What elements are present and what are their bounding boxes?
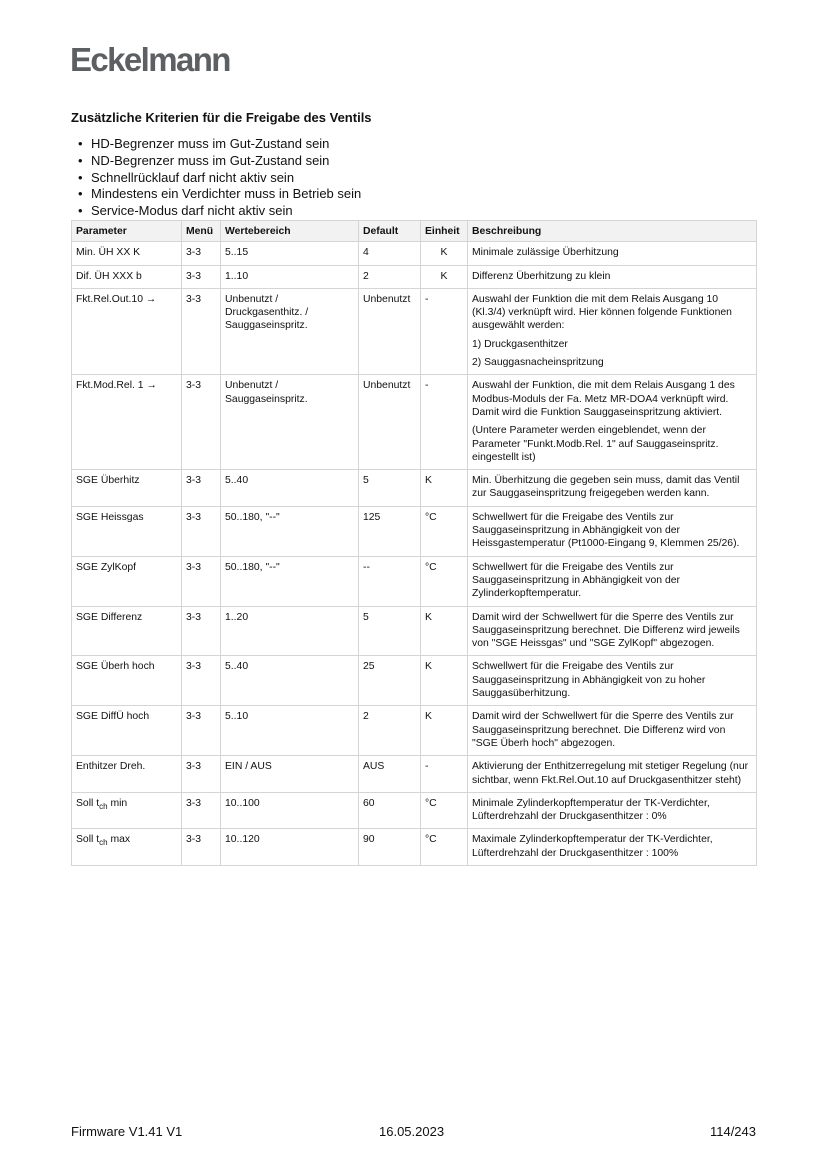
cell-parameter: SGE Überh hoch <box>72 656 182 706</box>
cell-range: 10..120 <box>221 829 359 866</box>
parameter-main: Soll t <box>76 797 100 809</box>
cell-menu: 3-3 <box>182 556 221 606</box>
footer-date: 16.05.2023 <box>379 1124 445 1139</box>
criteria-text: Schnellrücklauf darf nicht aktiv sein <box>91 169 295 185</box>
list-item: • HD-Begrenzer muss im Gut-Zustand sein <box>78 136 330 151</box>
cell-parameter: SGE Überhitz <box>72 470 182 507</box>
cell-range: 5..10 <box>221 706 359 756</box>
list-item: • Service-Modus darf nicht aktiv sein <box>78 203 293 219</box>
cell-default: 4 <box>359 242 421 265</box>
cell-unit: K <box>421 265 468 288</box>
cell-parameter: SGE ZylKopf <box>72 556 182 606</box>
parameter-suffix: min <box>107 797 128 809</box>
cell-unit: °C <box>421 829 468 866</box>
cell-description <box>468 706 757 756</box>
cell-description <box>468 792 757 829</box>
cell-description <box>468 288 757 374</box>
cell-description <box>468 375 757 470</box>
cell-parameter: Fkt.Mod.Rel. 1 → <box>72 375 182 470</box>
cell-parameter: SGE DiffÜ hoch <box>72 706 182 756</box>
list-item: • Schnellrücklauf darf nicht aktiv sein <box>78 169 295 185</box>
description-text: Damit wird der Schwellwert für die Sperre des Ventils zur Sauggaseinspritzung berechnet. Die Differenz wird von "SGE Überh hoch" abgezogen. <box>472 711 734 749</box>
table-row <box>72 792 757 829</box>
cell-parameter: Min. ÜH XX K <box>72 242 182 265</box>
cell-menu: 3-3 <box>182 242 221 265</box>
cell-default: 90 <box>359 829 421 866</box>
list-item: • Mindestens ein Verdichter muss in Betrieb sein <box>78 186 362 202</box>
cell-unit: K <box>421 706 468 756</box>
table-row <box>72 556 757 606</box>
cell-parameter: Enthitzer Dreh. <box>72 756 182 793</box>
table-header-row <box>72 221 757 242</box>
column-header-parameter: Parameter <box>72 221 182 242</box>
cell-description <box>468 606 757 656</box>
cell-parameter: SGE Heissgas <box>72 506 182 556</box>
cell-menu: 3-3 <box>182 706 221 756</box>
table-row <box>72 265 757 288</box>
cell-range: EIN / AUS <box>221 756 359 793</box>
cell-unit: - <box>421 288 468 374</box>
cell-default: -- <box>359 556 421 606</box>
cell-default: AUS <box>359 756 421 793</box>
cell-unit: K <box>421 606 468 656</box>
table-row <box>72 829 757 866</box>
table-row <box>72 506 757 556</box>
description-text: (Untere Parameter werden eingeblendet, wenn der Parameter "Funkt.Modb.Rel. 1" auf Sauggaseinspritz. eingestellt ist) <box>472 425 719 463</box>
cell-parameter <box>72 792 182 829</box>
cell-default: 2 <box>359 706 421 756</box>
cell-range: 5..15 <box>221 242 359 265</box>
cell-unit: K <box>421 470 468 507</box>
cell-menu: 3-3 <box>182 265 221 288</box>
cell-unit: K <box>421 242 468 265</box>
criteria-text: HD-Begrenzer muss im Gut-Zustand sein <box>91 136 330 151</box>
cell-parameter: Fkt.Rel.Out.10 → <box>72 288 182 374</box>
footer-firmware: Firmware V1.41 V1 <box>71 1124 183 1139</box>
section-title: Zusätzliche Kriterien für die Freigabe des Ventils <box>71 110 372 125</box>
column-header-range: Wertebereich <box>221 221 359 242</box>
criteria-text: Service-Modus darf nicht aktiv sein <box>91 203 293 219</box>
cell-menu: 3-3 <box>182 288 221 374</box>
cell-default: 25 <box>359 656 421 706</box>
column-header-description: Beschreibung <box>468 221 757 242</box>
cell-range: 1..10 <box>221 265 359 288</box>
table-row <box>72 656 757 706</box>
cell-description <box>468 829 757 866</box>
description-text: Min. Überhitzung die gegeben sein muss, damit das Ventil zur Sauggaseinspritzung freigegeben werden kann. <box>472 475 740 500</box>
cell-parameter <box>72 829 182 866</box>
table-row <box>72 606 757 656</box>
description-text: Auswahl der Funktion die mit dem Relais Ausgang 10 (Kl.3/4) verknüpft wird. Hier können folgende Funktionen ausgewählt werden: <box>472 293 732 332</box>
parameter-subscript: ch <box>99 838 108 848</box>
cell-menu: 3-3 <box>182 470 221 507</box>
table-row <box>72 288 757 374</box>
cell-description <box>468 756 757 793</box>
description-text: Schwellwert für die Freigabe des Ventils zur Sauggaseinspritzung in Abhängigkeit von zu hoher Sauggasüberhitzung. <box>472 661 706 700</box>
cell-parameter: SGE Differenz <box>72 606 182 656</box>
cell-range: 5..40 <box>221 470 359 507</box>
table-row <box>72 375 757 470</box>
cell-range: 10..100 <box>221 792 359 829</box>
table-row <box>72 242 757 265</box>
description-text: 1) Druckgasenthitzer <box>472 338 568 350</box>
parameter-suffix: max <box>107 834 131 846</box>
cell-unit: - <box>421 375 468 470</box>
description-text: Maximale Zylinderkopftemperatur der TK-Verdichter, Lüfterdrehzahl der Druckgasenthitzer : 100% <box>472 834 713 859</box>
description-text: Auswahl der Funktion, die mit dem Relais Ausgang 1 des Modbus-Moduls der Fa. Metz MR-DOA4 verknüpft wird. Damit wird die Funktion Sauggaseinspritzung aktiviert. <box>472 380 735 418</box>
cell-default: 2 <box>359 265 421 288</box>
description-text: Damit wird der Schwellwert für die Sperre des Ventils zur Sauggaseinspritzung berechnet. Die Differenz wird jeweils von "SGE Heissgas" und "SGE ZylKopf" abgezogen. <box>472 611 740 650</box>
parameter-main: Soll t <box>76 834 100 846</box>
cell-description <box>468 265 757 288</box>
description-text: Aktivierung der Enthitzerregelung mit stetiger Regelung (nur sichtbar, wenn Fkt.Rel.Out.10 auf Druckgasenthitzer steht) <box>472 761 749 786</box>
table-row <box>72 756 757 793</box>
parameter-table <box>71 220 757 866</box>
criteria-text: ND-Begrenzer muss im Gut-Zustand sein <box>91 152 330 168</box>
cell-description <box>468 556 757 606</box>
cell-description <box>468 656 757 706</box>
description-text: Differenz Überhitzung zu klein <box>472 270 611 282</box>
cell-menu: 3-3 <box>182 829 221 866</box>
cell-unit: K <box>421 656 468 706</box>
criteria-text: Mindestens ein Verdichter muss in Betrieb sein <box>91 186 362 202</box>
parameter-subscript: ch <box>99 801 108 811</box>
cell-unit: °C <box>421 792 468 829</box>
cell-range: 50..180, "--" <box>221 506 359 556</box>
cell-menu: 3-3 <box>182 606 221 656</box>
cell-range: 1..20 <box>221 606 359 656</box>
description-text: Schwellwert für die Freigabe des Ventils zur Sauggaseinspritzung in Abhängigkeit von der Zylinderkopftemperatur. <box>472 561 680 600</box>
eckelmann-logo: Eckelmann <box>70 41 230 78</box>
cell-parameter: Dif. ÜH XXX b <box>72 265 182 288</box>
cell-menu: 3-3 <box>182 506 221 556</box>
cell-default: 5 <box>359 470 421 507</box>
cell-default: 125 <box>359 506 421 556</box>
cell-description <box>468 506 757 556</box>
cell-default: 60 <box>359 792 421 829</box>
description-text: 2) Sauggasnacheinspritzung <box>472 357 604 369</box>
cell-menu: 3-3 <box>182 375 221 470</box>
cell-range: Unbenutzt / Druckgasenthitz. / Sauggaseinspritz. <box>221 288 359 374</box>
table-row <box>72 470 757 507</box>
description-text: Minimale Zylinderkopftemperatur der TK-Verdichter, Lüfterdrehzahl der Druckgasenthitzer : 0% <box>472 797 710 823</box>
cell-unit: °C <box>421 556 468 606</box>
column-header-unit: Einheit <box>421 221 468 242</box>
cell-menu: 3-3 <box>182 756 221 793</box>
criteria-list <box>78 136 361 220</box>
cell-unit: °C <box>421 506 468 556</box>
list-item: • ND-Begrenzer muss im Gut-Zustand sein <box>78 152 330 168</box>
footer-page-number: 114/243 <box>709 1124 756 1139</box>
cell-unit: - <box>421 756 468 793</box>
column-header-menu: Menü <box>182 221 221 242</box>
cell-description <box>468 470 757 507</box>
description-text: Schwellwert für die Freigabe des Ventils zur Sauggaseinspritzung in Abhängigkeit von der Heissgastemperatur (Pt1000-Eingang 9, Klemmen 25/26). <box>472 511 740 550</box>
cell-default: Unbenutzt <box>359 288 421 374</box>
description-text: Minimale zulässige Überhitzung <box>472 247 619 259</box>
cell-description <box>468 242 757 265</box>
cell-default: 5 <box>359 606 421 656</box>
cell-default: Unbenutzt <box>359 375 421 470</box>
cell-range: 5..40 <box>221 656 359 706</box>
table-row <box>72 706 757 756</box>
cell-menu: 3-3 <box>182 792 221 829</box>
cell-range: 50..180, "--" <box>221 556 359 606</box>
cell-menu: 3-3 <box>182 656 221 706</box>
cell-range: Unbenutzt / Sauggaseinspritz. <box>221 375 359 470</box>
column-header-default: Default <box>359 221 421 242</box>
